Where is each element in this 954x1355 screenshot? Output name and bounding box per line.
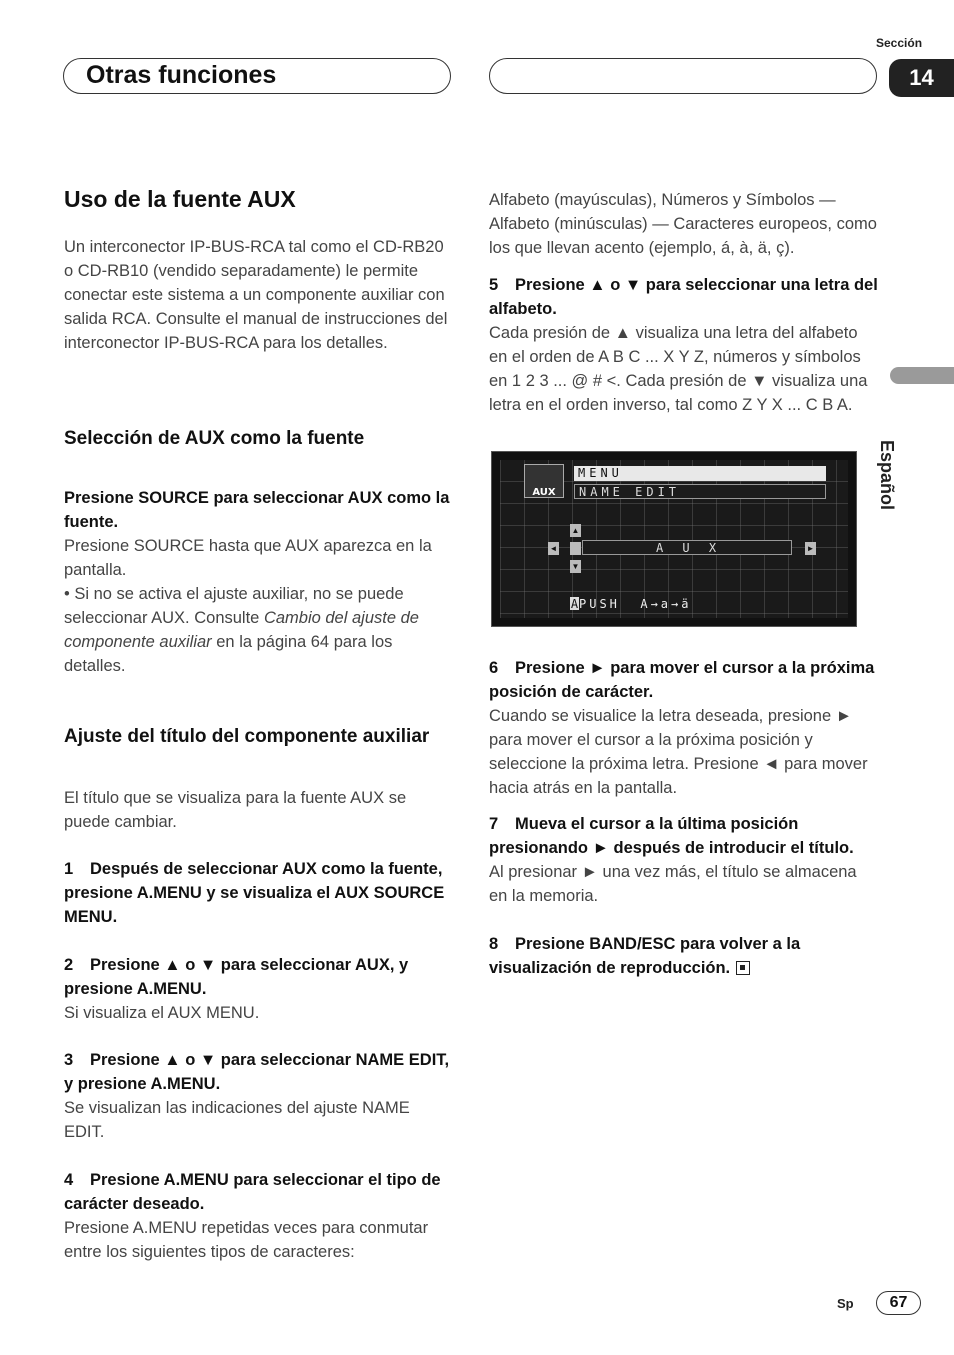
right-arrow-icon: ► bbox=[806, 544, 815, 553]
title-intro bbox=[64, 786, 454, 834]
push-hint-text: A→a→ä bbox=[640, 597, 692, 611]
step-3-text bbox=[64, 1048, 454, 1096]
footer-language-code: Sp bbox=[837, 1296, 854, 1311]
step-5-text bbox=[489, 273, 879, 321]
step-1 bbox=[64, 857, 454, 929]
page-header-title: Otras funciones bbox=[86, 61, 277, 89]
display-screen-illustration bbox=[491, 451, 857, 627]
push-text: PUSH bbox=[579, 597, 620, 611]
step-5-body: Cada presión de ▲ visualiza una letra del alfabeto en el orden de A B C ... X Y Z, números y símbolos en 1 2 3 ... @ # <. Cada presión de ▼ visualiza una letra en el orden inverso, tal como Z Y X ... C B A. bbox=[489, 324, 868, 414]
step-3-label: Presione ▲ o ▼ para seleccionar NAME EDIT, y presione A.MENU. bbox=[64, 1051, 450, 1093]
bullet-text-a: • Si no se activa el ajuste auxiliar, no se puede seleccionar AUX. Consulte bbox=[64, 585, 404, 627]
header-empty-pill bbox=[489, 58, 877, 94]
step-6-text bbox=[489, 656, 879, 704]
screen-menu-row: MENU bbox=[574, 466, 826, 481]
step-8 bbox=[489, 932, 879, 980]
bullet-text-b: en la página 64 para los detalles. bbox=[64, 633, 393, 675]
select-aux-bullet bbox=[64, 582, 454, 678]
step-2-body: Si visualiza el AUX MENU. bbox=[64, 1004, 260, 1022]
screen-value-row: A U X bbox=[582, 540, 792, 555]
bullet-text-italic: Cambio del ajuste de componente auxiliar bbox=[64, 609, 419, 651]
step-4-body: Presione A.MENU repetidas veces para conmutar entre los siguientes tipos de caracteres: bbox=[64, 1219, 429, 1261]
page-number: 67 bbox=[876, 1291, 921, 1315]
step-5-label: Presione ▲ o ▼ para seleccionar una letra del alfabeto. bbox=[489, 276, 878, 318]
subheading-select-aux: Selección de AUX como la fuente bbox=[64, 428, 365, 449]
step-7-text bbox=[489, 812, 879, 860]
select-aux-body: Presione SOURCE hasta que AUX aparezca en la pantalla. bbox=[64, 537, 432, 579]
character-types-text: Alfabeto (mayúsculas), Números y Símbolos — Alfabeto (minúsculas) — Caracteres europeos, como los que llevan acento (ejemplo, á, à, ä, ç). bbox=[489, 191, 877, 257]
intro-paragraph bbox=[64, 235, 454, 355]
aux-logo-text: AUX bbox=[532, 487, 556, 498]
select-aux-instruction: Presione SOURCE para seleccionar AUX como la fuente. bbox=[64, 489, 450, 531]
step-7 bbox=[489, 812, 879, 908]
left-arrow-icon: ◄ bbox=[549, 544, 558, 553]
title-intro-text: El título que se visualiza para la fuente AUX se puede cambiar. bbox=[64, 789, 407, 831]
select-aux-block bbox=[64, 486, 454, 678]
step-2 bbox=[64, 953, 454, 1025]
step-8-label: Presione BAND/ESC para volver a la visualización de reproducción. bbox=[489, 935, 801, 977]
step-number: 7 bbox=[489, 815, 499, 833]
step-4 bbox=[64, 1168, 454, 1264]
step-6 bbox=[489, 656, 879, 800]
step-number: 3 bbox=[64, 1051, 74, 1069]
step-number: 8 bbox=[489, 935, 499, 953]
step-1-label: Después de seleccionar AUX como la fuente, presione A.MENU y se visualiza el AUX SOURCE MENU. bbox=[64, 860, 445, 926]
step-6-body: Cuando se visualice la letra deseada, presione ► para mover el cursor a la próxima posición y seleccione la próxima letra. Presione ◄ para mover hacia atrás en la pantalla. bbox=[489, 707, 868, 797]
step-number: 2 bbox=[64, 956, 74, 974]
step-8-text bbox=[489, 932, 879, 980]
step-4-label: Presione A.MENU para seleccionar el tipo de carácter deseado. bbox=[64, 1171, 441, 1213]
aux-logo bbox=[524, 464, 564, 498]
language-tab-bar bbox=[890, 367, 954, 384]
step-6-label: Presione ► para mover el cursor a la próxima posición de carácter. bbox=[489, 659, 875, 701]
step-number: 5 bbox=[489, 276, 499, 294]
up-arrow-icon: ▲ bbox=[571, 526, 580, 535]
header-title-pill bbox=[63, 58, 451, 94]
subheading-title-setting: Ajuste del título del componente auxiliar bbox=[64, 726, 430, 747]
cursor-block bbox=[570, 542, 581, 555]
section-label: Sección bbox=[876, 36, 923, 50]
step-5 bbox=[489, 273, 879, 417]
section-number-badge: 14 bbox=[889, 59, 954, 97]
step-2-label: Presione ▲ o ▼ para seleccionar AUX, y presione A.MENU. bbox=[64, 956, 409, 998]
character-types bbox=[489, 188, 879, 260]
step-number: 1 bbox=[64, 860, 74, 878]
cursor-block-icon: A bbox=[570, 597, 579, 611]
intro-text: Un interconector IP-BUS-RCA tal como el CD-RB20 o CD-RB10 (vendido separadamente) le permite conectar este sistema a un componente auxiliar con salida RCA. Consulte el manual de instrucciones del interconector IP-BUS-RCA para los detalles. bbox=[64, 238, 448, 352]
screen-name-edit-row: NAME EDIT bbox=[574, 484, 826, 499]
step-number: 6 bbox=[489, 659, 499, 677]
screen-push-row bbox=[570, 597, 691, 611]
step-3 bbox=[64, 1048, 454, 1144]
down-arrow-icon: ▼ bbox=[571, 562, 580, 571]
step-3-body: Se visualizan las indicaciones del ajuste NAME EDIT. bbox=[64, 1099, 410, 1141]
step-1-text bbox=[64, 857, 454, 929]
step-2-text bbox=[64, 953, 454, 1001]
section-heading: Uso de la fuente AUX bbox=[64, 186, 296, 212]
step-7-body: Al presionar ► una vez más, el título se almacena en la memoria. bbox=[489, 863, 857, 905]
step-7-label: Mueva el cursor a la última posición presionando ► después de introducir el título. bbox=[489, 815, 854, 857]
step-number: 4 bbox=[64, 1171, 74, 1189]
end-mark-icon bbox=[736, 961, 750, 975]
step-4-text bbox=[64, 1168, 454, 1216]
language-label: Español bbox=[877, 440, 897, 511]
